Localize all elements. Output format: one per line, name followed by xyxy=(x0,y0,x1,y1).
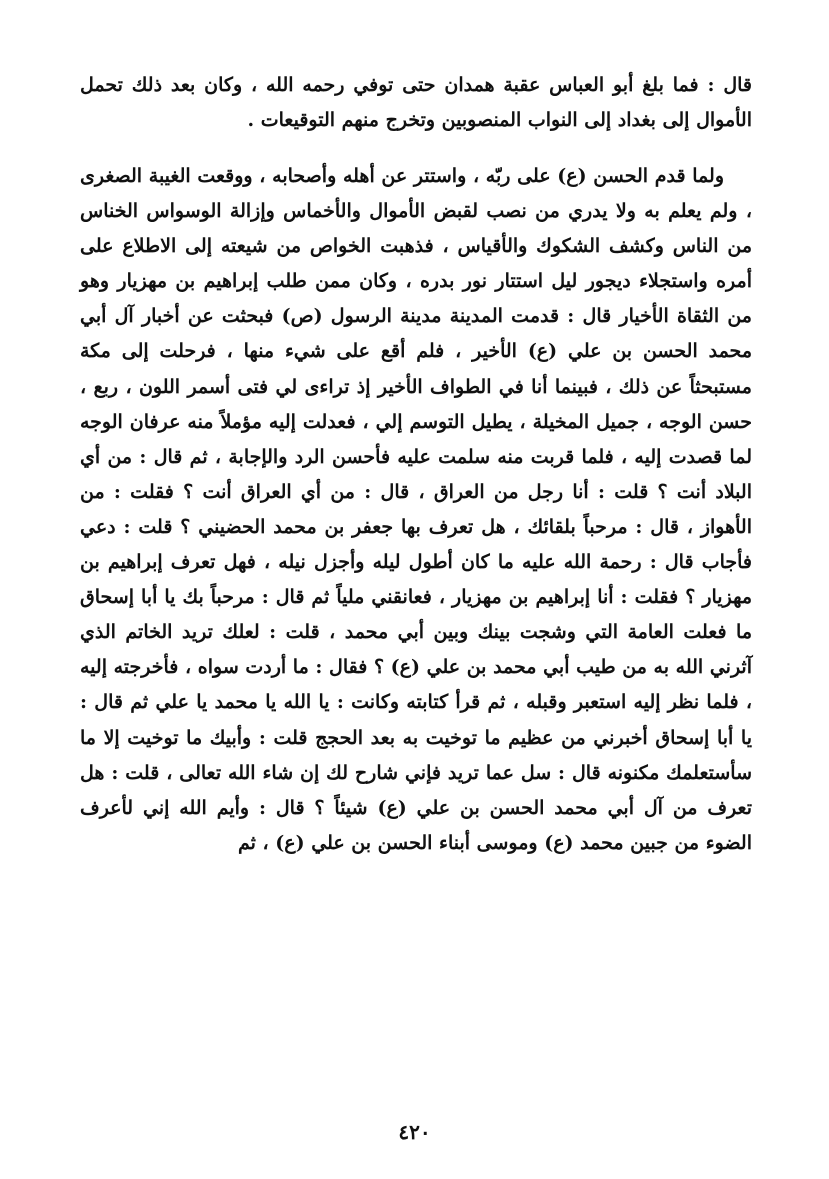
page-number: ٤٢٠ xyxy=(398,1120,431,1144)
paragraph-2: ولما قدم الحسن (ع) على ربّه ، واستتر عن أهله وأصحابه ، ووقعت الغيبة الصغرى ، ولم يعلم به ولا يدري من نصب لقبض الأموال والأخماس وإزالة الوسواس الخناس من الناس وكشف الشكوك والأقياس ، فذهبت الخواص من شيعته إلى الاطلاع على أمره واستجلاء ديجور ليل استتار نور بدره ، وكان ممن طلب إبراهيم بن مهزيار وهو من الثقاة الأخيار قال : قدمت المدينة مدينة الرسول (ص) فبحثت عن أخبار آل أبي محمد الحسن بن علي (ع) الأخير ، فلم أقع على شيء منها ، فرحلت إلى مكة مستبحثاً عن ذلك ، فبينما أنا في الطواف الأخير إذ تراءى لي فتى أسمر اللون ، ربع ، حسن الوجه ، جميل المخيلة ، يطيل التوسم إلي ، فعدلت إليه مؤملاً منه عرفان الوجه لما قصدت إليه ، فلما قربت منه سلمت عليه فأحسن الرد والإجابة ، ثم قال : من أي البلاد أنت ؟ قلت : أنا رجل من العراق ، قال : من أي العراق أنت ؟ فقلت : من الأهواز ، قال : مرحباً بلقائك ، هل تعرف بها جعفر بن محمد الحضيني ؟ قلت : دعي فأجاب قال : رحمة الله عليه ما كان أطول ليله وأجزل نيله ، فهل تعرف إبراهيم بن مهزيار ؟ فقلت : أنا إبراهيم بن مهزيار ، فعانقني ملياً ثم قال : مرحباً بك يا أبا إسحاق ما فعلت العامة التي وشجت بينك وبين أبي محمد ، قلت : لعلك تريد الخاتم الذي آثرني الله به من طيب أبي محمد بن علي (ع) ؟ فقال : ما أردت سواه ، فأخرجته إليه ، فلما نظر إليه استعبر وقبله ، ثم قرأ كتابته وكانت : يا الله يا محمد يا علي ثم قال : يا أبا إسحاق أخبرني من عظيم ما توخيت به بعد الحجج قلت : وأبيك ما توخيت إلا ما سأستعلمك مكنونه قال : سل عما تريد فإني شارح لك إن شاء الله تعالى ، قلت : هل تعرف من آل أبي محمد الحسن بن علي (ع) شيئاً ؟ قال : وأيم الله إني لأعرف الضوء من جبين محمد (ع) وموسى أبناء الحسن بن علي (ع) ، ثم xyxy=(80,165,752,854)
paragraph-1: قال : فما بلغ أبو العباس عقبة همدان حتى توفي رحمه الله ، وكان بعد ذلك تحمل الأموال إلى بغداد إلى النواب المنصوبين وتخرج منهم التوقيعات . xyxy=(80,74,752,132)
